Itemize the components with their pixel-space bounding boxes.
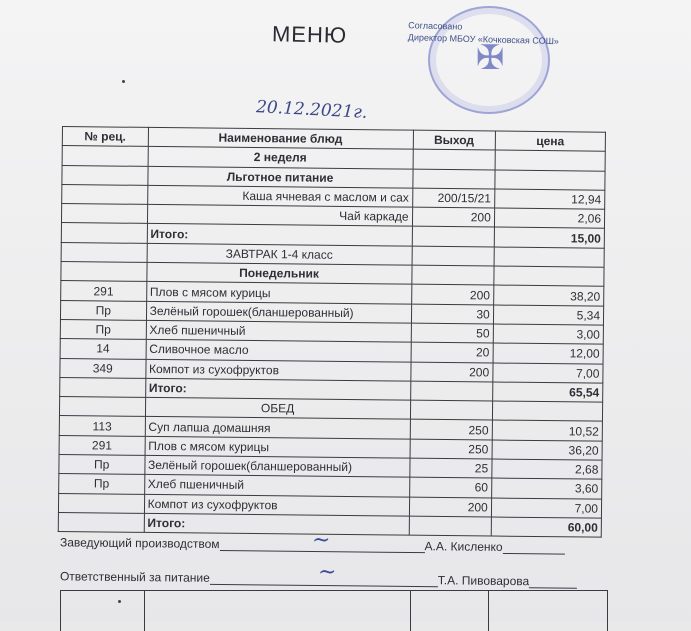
dish-name: Чай каркаде <box>147 205 412 227</box>
header-price: цена <box>495 131 605 151</box>
dish-price: 7,00 <box>491 498 601 518</box>
dish-output: 20 <box>411 342 493 362</box>
recipe-number: 349 <box>60 358 146 378</box>
dish-output: 25 <box>409 458 491 478</box>
header-output: Выход <box>413 130 495 150</box>
recipe-number <box>58 493 144 513</box>
dish-name: Зелёный горошек(бланшерованный) <box>144 455 409 477</box>
dish-output: 30 <box>411 304 493 324</box>
responsible-label: Ответственный за питание <box>59 569 210 585</box>
section-breakfast: ЗАВТРАК 1-4 класс <box>147 243 412 265</box>
total-value: 60,00 <box>491 517 601 537</box>
dish-price: 36,20 <box>492 440 602 460</box>
dish-output: 200 <box>410 362 492 382</box>
approval-line-2: Директор МБОУ «Кочковская СОШ» <box>407 32 560 47</box>
approval-line-1: Согласовано <box>408 20 463 32</box>
total-label: Итого: <box>144 513 409 535</box>
recipe-number: 14 <box>60 339 146 359</box>
responsible-signature-icon: ~ <box>318 560 337 585</box>
dish-output: 200 <box>409 497 491 517</box>
dish-name: Компот из сухофруктов <box>145 359 410 381</box>
document-date: 20.12.2021г. <box>255 97 368 123</box>
dish-output: 50 <box>411 323 493 343</box>
manager-name: А.А. Кисленко <box>424 539 503 554</box>
dish-name: Сливочное масло <box>146 340 411 362</box>
dish-price: 12,94 <box>494 189 604 209</box>
manager-label: Заведующий производством <box>59 535 220 552</box>
recipe-number: 113 <box>59 416 145 436</box>
seal-icon: ✠ <box>475 39 505 77</box>
dish-price: 3,60 <box>491 478 601 498</box>
dish-name: Суп лапша домашняя <box>145 417 410 439</box>
dish-price: 5,34 <box>493 305 603 325</box>
dish-name: Хлеб пшеничный <box>144 475 409 497</box>
dish-output: 200/15/21 <box>412 188 494 208</box>
dish-output: 250 <box>410 439 492 459</box>
responsible-name: Т.А. Пивоварова <box>437 573 530 589</box>
header-recipe-number: № рец. <box>62 127 148 147</box>
dish-price: 12,00 <box>493 343 603 363</box>
dish-name: Плов с мясом курицы <box>145 436 410 458</box>
dish-name: Каша ячневая с маслом и сах <box>147 185 412 207</box>
dish-output: 200 <box>411 285 493 305</box>
recipe-number: Пр <box>59 474 145 494</box>
section-lunch: ОБЕД <box>145 398 410 420</box>
dish-name: Зелёный горошек(бланшерованный) <box>146 301 411 323</box>
week-label: 2 неделя <box>148 147 413 169</box>
total-value: 65,54 <box>492 382 602 402</box>
speck <box>118 600 121 603</box>
total-value: 15,00 <box>494 228 604 248</box>
dish-output: 250 <box>410 420 492 440</box>
dish-name: Плов с мясом курицы <box>146 282 411 304</box>
manager-signature-icon: ~ <box>312 528 331 553</box>
total-label: Итого: <box>147 224 412 246</box>
menu-table <box>58 126 606 538</box>
document-title: МЕНЮ <box>271 21 348 48</box>
recipe-number: 291 <box>59 435 145 455</box>
dish-price: 2,06 <box>494 208 604 228</box>
total-label: Итого: <box>145 378 410 400</box>
header-dish-name: Наименование блюд <box>148 127 413 149</box>
dish-price: 38,20 <box>493 285 603 305</box>
dish-output: 200 <box>412 207 494 227</box>
dish-output: 60 <box>409 478 491 498</box>
recipe-number: Пр <box>59 455 145 475</box>
dish-price: 7,00 <box>493 363 603 383</box>
speck <box>122 80 125 83</box>
recipe-number: Пр <box>60 300 146 320</box>
dish-name: Компот из сухофруктов <box>144 494 409 516</box>
dish-price: 2,68 <box>492 459 602 479</box>
dish-price: 10,52 <box>492 420 602 440</box>
day-label: Понедельник <box>146 262 411 284</box>
section-subsidized: Льготное питание <box>147 166 412 188</box>
recipe-number: 291 <box>61 281 147 301</box>
next-table-edge <box>60 590 608 631</box>
dish-price: 3,00 <box>493 324 603 344</box>
dish-name: Хлеб пшеничный <box>146 320 411 342</box>
recipe-number: Пр <box>60 319 146 339</box>
